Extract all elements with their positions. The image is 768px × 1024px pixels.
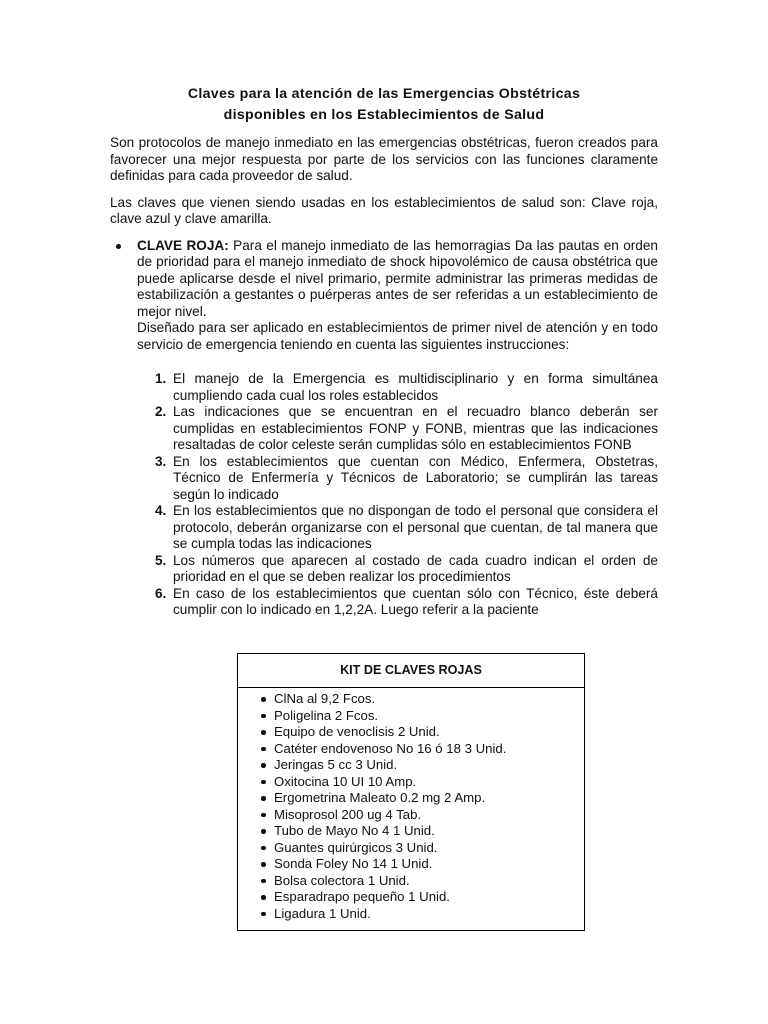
instruction-text: Los números que aparecen al costado de cada cuadro indican el orden de prioridad en el que se deben realizar los procedimientos [173, 552, 658, 584]
kit-item [274, 906, 584, 923]
intro-paragraph: Son protocolos de manejo inmediato en las emergencias obstétricas, fueron creados para favorecer una mejor respuesta por parte de los servicios con las funciones claramente definidas para cada proveedor de salud. [110, 135, 658, 183]
kit-item [274, 807, 584, 824]
clave-roja-designed: Diseñado para ser aplicado en establecimientos de primer nivel de atención y en todo servicio de emergencia teniendo en cuenta las siguientes instrucciones: [137, 320, 658, 352]
kit-item [274, 856, 584, 873]
kit-item-text: Guantes quirúrgicos 3 Unid. [274, 839, 438, 855]
clave-roja-section [137, 238, 658, 619]
clave-roja-text: Para el manejo inmediato de las hemorragias Da las pautas en orden de prioridad para el manejo inmediato de shock hipovolémico de causa obstétrica que puede aplicarse desde el nivel primario, permite administrar las primeras medidas de estabilización a gestantes o puérperas antes de ser referidas a un establecimiento de mejor nivel. [137, 237, 658, 319]
instruction-text: En los establecimientos que cuentan con Médico, Enfermera, Obstetras, Técnico de Enfermería y Técnicos de Laboratorio; se cumplirán las tareas según lo indicado [173, 453, 658, 502]
kit-item [274, 840, 584, 857]
kit-item [274, 889, 584, 906]
bullet-icon [261, 862, 266, 867]
kit-item [274, 724, 584, 741]
instruction-item [155, 454, 658, 504]
instruction-number: 6. [155, 585, 167, 601]
instruction-number: 1. [155, 371, 167, 386]
instruction-text: Las indicaciones que se encuentran en el recuadro blanco deberán ser cumplidas en establecimientos FONP y FONB, mientras que las indicaciones resaltadas de color celeste serán cumplidas sólo en establecimientos FONB [173, 404, 658, 452]
kit-item-text: Oxitocina 10 UI 10 Amp. [274, 773, 417, 789]
instruction-number: 4. [155, 503, 167, 518]
instruction-text: En caso de los establecimientos que cuentan sólo con Técnico, éste deberá cumplir con lo indicado en 1,2,2A. Luego referir a la paciente [173, 585, 658, 617]
kit-item [274, 823, 584, 840]
clave-roja-description [137, 238, 658, 321]
bullet-icon [261, 895, 266, 900]
instruction-item [155, 371, 658, 404]
instruction-text: El manejo de la Emergencia es multidisciplinario y en forma simultánea cumpliendo cada cual los roles establecidos [173, 371, 658, 403]
kit-item-text: Catéter endovenoso No 16 ó 18 3 Unid. [274, 740, 507, 756]
bullet-icon [261, 697, 266, 702]
kit-box [237, 653, 585, 931]
instruction-item [155, 404, 658, 454]
clave-roja-label: CLAVE ROJA: [137, 237, 229, 253]
instruction-number: 3. [155, 453, 167, 469]
kit-item-text: Ergometrina Maleato 0.2 mg 2 Amp. [274, 790, 486, 805]
claves-paragraph: Las claves que vienen siendo usadas en los establecimientos de salud son: Clave roja, clave azul y clave amarilla. [110, 194, 658, 226]
bullet-icon [261, 763, 266, 768]
instruction-item [155, 503, 658, 553]
bullet-icon [261, 846, 266, 851]
kit-item-text: Tubo de Mayo No 4 1 Unid. [274, 823, 435, 838]
title-line-1: Claves para la atención de las Emergencias Obstétricas [187, 86, 581, 102]
kit-item [274, 741, 584, 758]
instruction-item [155, 586, 658, 619]
kit-item [274, 691, 584, 708]
kit-item-text: Ligadura 1 Unid. [274, 905, 371, 921]
kit-item-text: Sonda Foley No 14 1 Unid. [274, 856, 433, 871]
instruction-number: 2. [155, 404, 167, 419]
kit-item-text: Bolsa colectora 1 Unid. [274, 872, 410, 888]
bullet-icon [116, 244, 121, 249]
instruction-number: 5. [155, 552, 167, 568]
bullet-icon [261, 714, 266, 719]
bullet-icon [261, 813, 266, 818]
kit-item-text: Jeringas 5 cc 3 Unid. [274, 757, 398, 772]
kit-item [274, 708, 584, 725]
kit-item-text: Poligelina 2 Fcos. [274, 707, 379, 723]
kit-item [274, 774, 584, 791]
bullet-icon [261, 829, 266, 834]
document-page [110, 84, 658, 619]
kit-item-text: Esparadrapo pequeño 1 Unid. [274, 889, 450, 904]
kit-item-text: Misoprosol 200 ug 4 Tab. [274, 806, 422, 822]
kit-title: KIT DE CLAVES ROJAS [238, 654, 584, 688]
bullet-icon [261, 796, 266, 801]
bullet-icon [261, 747, 266, 752]
kit-item [274, 873, 584, 890]
title-line-2: disponibles en los Establecimientos de Salud [223, 107, 545, 123]
kit-item [274, 790, 584, 807]
kit-item [274, 757, 584, 774]
document-title [110, 84, 658, 126]
instruction-item [155, 553, 658, 586]
bullet-icon [261, 912, 266, 917]
instructions-list [155, 371, 658, 619]
kit-items-list [238, 688, 584, 930]
bullet-icon [261, 879, 266, 884]
kit-item-text: ClNa al 9,2 Fcos. [274, 691, 376, 706]
bullet-icon [261, 780, 266, 785]
instruction-text: En los establecimientos que no dispongan de todo el personal que considera el protocolo, deberán organizarse con el personal que cuentan, de tal manera que se cumpla todas las indicaciones [173, 503, 658, 551]
bullet-icon [261, 730, 266, 735]
kit-item-text: Equipo de venoclisis 2 Unid. [274, 724, 440, 739]
